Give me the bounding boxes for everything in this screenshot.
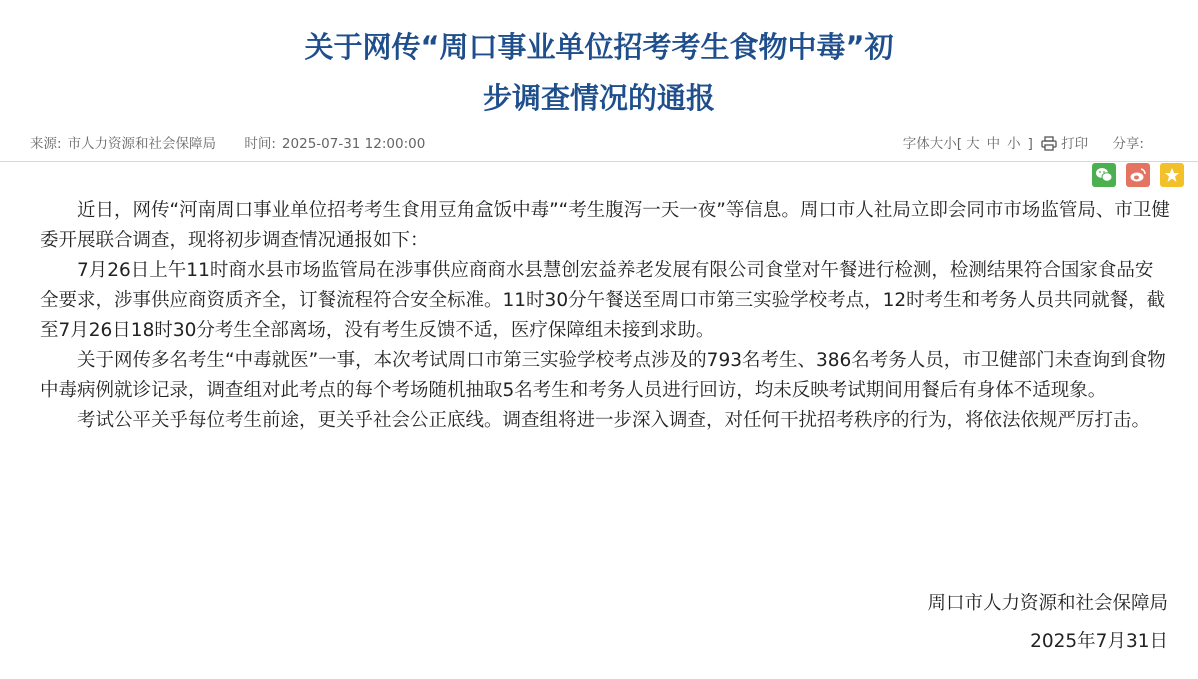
font-size-label: 字体大小[ bbox=[902, 136, 963, 152]
signature-date: 2025年7月31日 bbox=[1030, 631, 1168, 652]
signature-org: 周口市人力资源和社会保障局 bbox=[927, 593, 1168, 614]
paragraph-2: 7月26日上午11时商水县市场监管局在涉事供应商商水县慧创宏益养老发展有限公司食堂对午餐进行检测，检测结果符合国家食品安全要求，涉事供应商资质齐全，订餐流程符合安全标准。11时30分午餐送至周口市第三实验学校考点，12时考生和考务人员共同就餐，截至7月26日18时30分考生全部离场，没有考生反馈不适，医疗保障组未接到求助。 bbox=[40, 260, 1166, 341]
font-medium-button[interactable]: 中 bbox=[986, 136, 1001, 152]
meta-divider bbox=[0, 161, 1198, 162]
meta-left bbox=[30, 132, 431, 152]
article-meta bbox=[30, 132, 1168, 154]
share-weibo-button[interactable] bbox=[1126, 163, 1150, 187]
font-size-close: ] bbox=[1027, 136, 1033, 152]
article-title-line-1: 关于网传“周口事业单位招考考生食物中毒”初 bbox=[304, 30, 894, 64]
time-value: 2025-07-31 12:00:00 bbox=[281, 136, 426, 152]
paragraph-4: 考试公平关乎每位考生前途，更关乎社会公正底线。调查组将进一步深入调查，对任何干扰招考秩序的行为，将依法依规严厉打击。 bbox=[77, 410, 1151, 431]
share-icons bbox=[1092, 163, 1184, 187]
printer-icon bbox=[1041, 136, 1057, 151]
share-label: 分享: bbox=[1112, 136, 1144, 152]
font-small-button[interactable]: 小 bbox=[1007, 136, 1021, 152]
source-value: 市人力资源和社会保障局 bbox=[67, 136, 217, 152]
share-qzone-button[interactable] bbox=[1160, 163, 1184, 187]
qzone-icon bbox=[1164, 167, 1180, 183]
wechat-icon bbox=[1095, 167, 1113, 183]
print-button[interactable] bbox=[1041, 136, 1092, 152]
paragraph-3: 关于网传多名考生“中毒就医”一事，本次考试周口市第三实验学校考点涉及的793名考生、386名考务人员，市卫健部门未查询到食物中毒病例就诊记录，调查组对此考点的每个考场随机抽取5名考生和考务人员进行回访，均未反映考试期间用餐后有身体不适现象。 bbox=[40, 350, 1166, 401]
article-body bbox=[40, 196, 1170, 436]
article-title-line-2: 步调查情况的通报 bbox=[482, 81, 715, 115]
time-label: 时间: bbox=[244, 136, 276, 152]
source-label: 来源: bbox=[30, 136, 62, 152]
print-label: 打印 bbox=[1061, 136, 1089, 152]
paragraph-1: 近日，网传“河南周口事业单位招考考生食用豆角盒饭中毒”“考生腹泻一天一夜”等信息。周口市人社局立即会同市市场监管局、市卫健委开展联合调查，现将初步调查情况通报如下： bbox=[40, 200, 1170, 251]
meta-right bbox=[899, 132, 1144, 152]
weibo-icon bbox=[1129, 167, 1147, 183]
article-title bbox=[0, 22, 1198, 124]
font-large-button[interactable]: 大 bbox=[966, 136, 980, 152]
share-wechat-button[interactable] bbox=[1092, 163, 1116, 187]
